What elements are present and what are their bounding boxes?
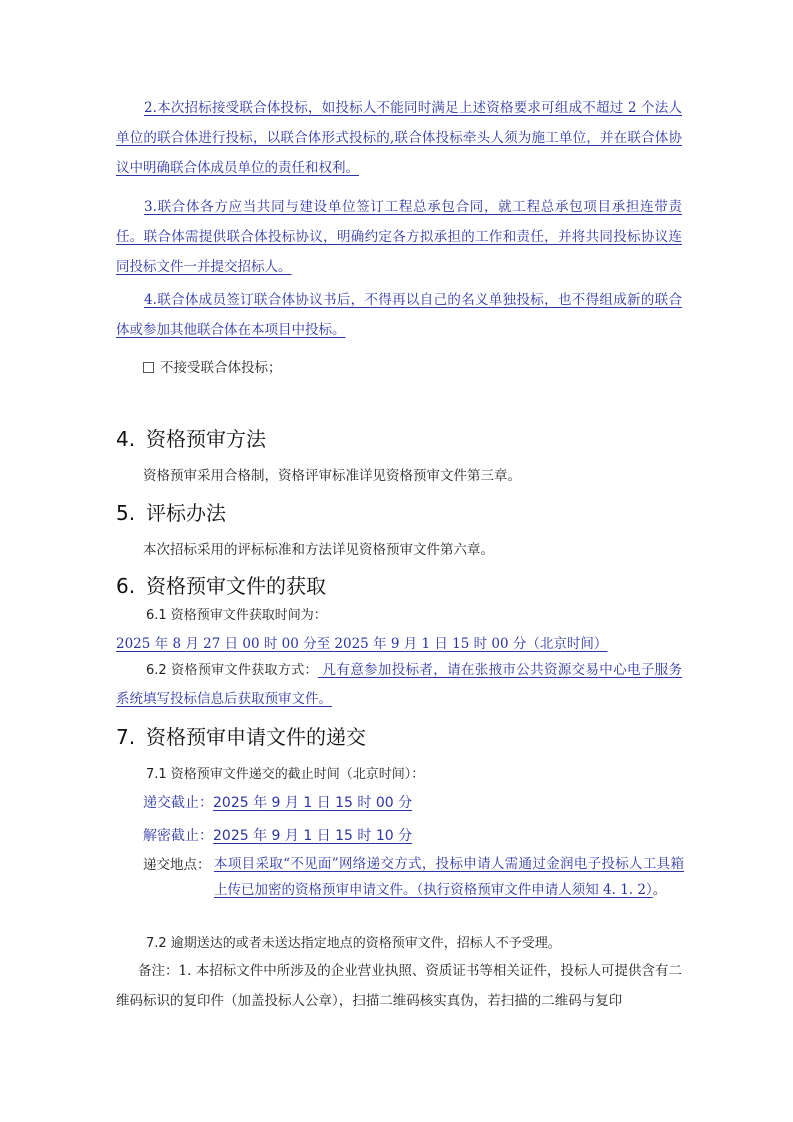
section-6-1-value: 2025 年 8 月 27 日 00 时 00 分至 2025 年 9 月 1 日 15 时 00 分（北京时间）: [116, 636, 608, 652]
section-number: 6.: [116, 574, 136, 598]
section-number: 7.: [116, 725, 136, 749]
decrypt-row: [143, 826, 412, 846]
place-label: 递交地点：: [143, 857, 211, 873]
deadline-value: 2025 年 9 月 1 日 15 时 00 分: [213, 795, 413, 811]
no-consortium-label: 不接受联合体投标；: [160, 360, 282, 376]
place-tail: 。: [652, 882, 667, 898]
section-title: 资格预审方法: [146, 427, 266, 451]
section-7-1-label: 7.1 资格预审文件递交的截止时间（北京时间）：: [146, 767, 425, 782]
remark-label: 备注：: [138, 963, 179, 979]
section-6-2-label: 6.2 资格预审文件获取方式：: [146, 663, 318, 678]
section-4-body: 资格预审采用合格制，资格评审标准详见资格预审文件第三章。: [143, 468, 521, 484]
section-6-heading: [116, 572, 326, 600]
section-title: 资格预审文件的获取: [146, 574, 326, 598]
remark-text: 1. 本招标文件中所涉及的企业营业执照、资质证书等相关证件，投标人可提供含有二维码标识的复印件（加盖投标人公章），扫描二维码核实真伪，若扫描的二维码与复印: [116, 963, 683, 1009]
place-value: 本项目采取“不见面”网络递交方式，投标申请人需通过金润电子投标人工具箱上传已加密的资格预审申请文件。（执行资格预审文件申请人须知 4. 1. 2）: [214, 856, 684, 898]
consortium-paragraph-4: 4.联合体成员签订联合体协议书后，不得再以自己的名义单独投标，也不得组成新的联合体或参加其他联合体在本项目中投标。: [116, 292, 682, 338]
decrypt-label: 解密截止：: [143, 828, 213, 844]
section-7-heading: [116, 723, 366, 751]
no-consortium-option: [143, 358, 282, 378]
section-5-body: 本次招标采用的评标标准和方法详见资格预审文件第六章。: [143, 542, 494, 558]
section-6-2-value: 凡有意参加投标者，请在张掖市公共资源交易中心电子服务系统填写投标信息后获取预审文件。: [116, 662, 683, 707]
section-4-heading: [116, 425, 266, 453]
section-number: 4.: [116, 427, 136, 451]
deadline-label: 递交截止：: [143, 795, 213, 811]
place-value-block: [214, 851, 684, 903]
deadline-row: [143, 793, 412, 813]
section-title: 资格预审申请文件的递交: [146, 725, 366, 749]
decrypt-value: 2025 年 9 月 1 日 15 时 10 分: [213, 828, 413, 844]
section-6-2: [116, 656, 682, 713]
checkbox-icon[interactable]: [143, 362, 154, 373]
section-5-heading: [116, 499, 226, 527]
remark-paragraph: [116, 956, 682, 1016]
section-title: 评标办法: [146, 501, 226, 525]
section-number: 5.: [116, 501, 136, 525]
section-6-1-label: 6.1 资格预审文件获取时间为：: [146, 608, 327, 623]
consortium-paragraph-2: 2.本次招标接受联合体投标，如投标人不能同时满足上述资格要求可组成不超过 2 个法人单位的联合体进行投标，以联合体形式投标的,联合体投标牵头人须为施工单位，并在联合体协议中明确联合体成员单位的责任和权利。: [116, 100, 682, 176]
consortium-paragraph-3: 3.联合体各方应当共同与建设单位签订工程总承包合同，就工程总承包项目承担连带责任。联合体需提供联合体投标协议，明确约定各方拟承担的工作和责任，并将共同投标协议连同投标文件一并提交招标人。: [116, 199, 682, 275]
section-7-2: 7.2 逾期送达的或者未送达指定地点的资格预审文件，招标人不予受理。: [146, 936, 561, 951]
